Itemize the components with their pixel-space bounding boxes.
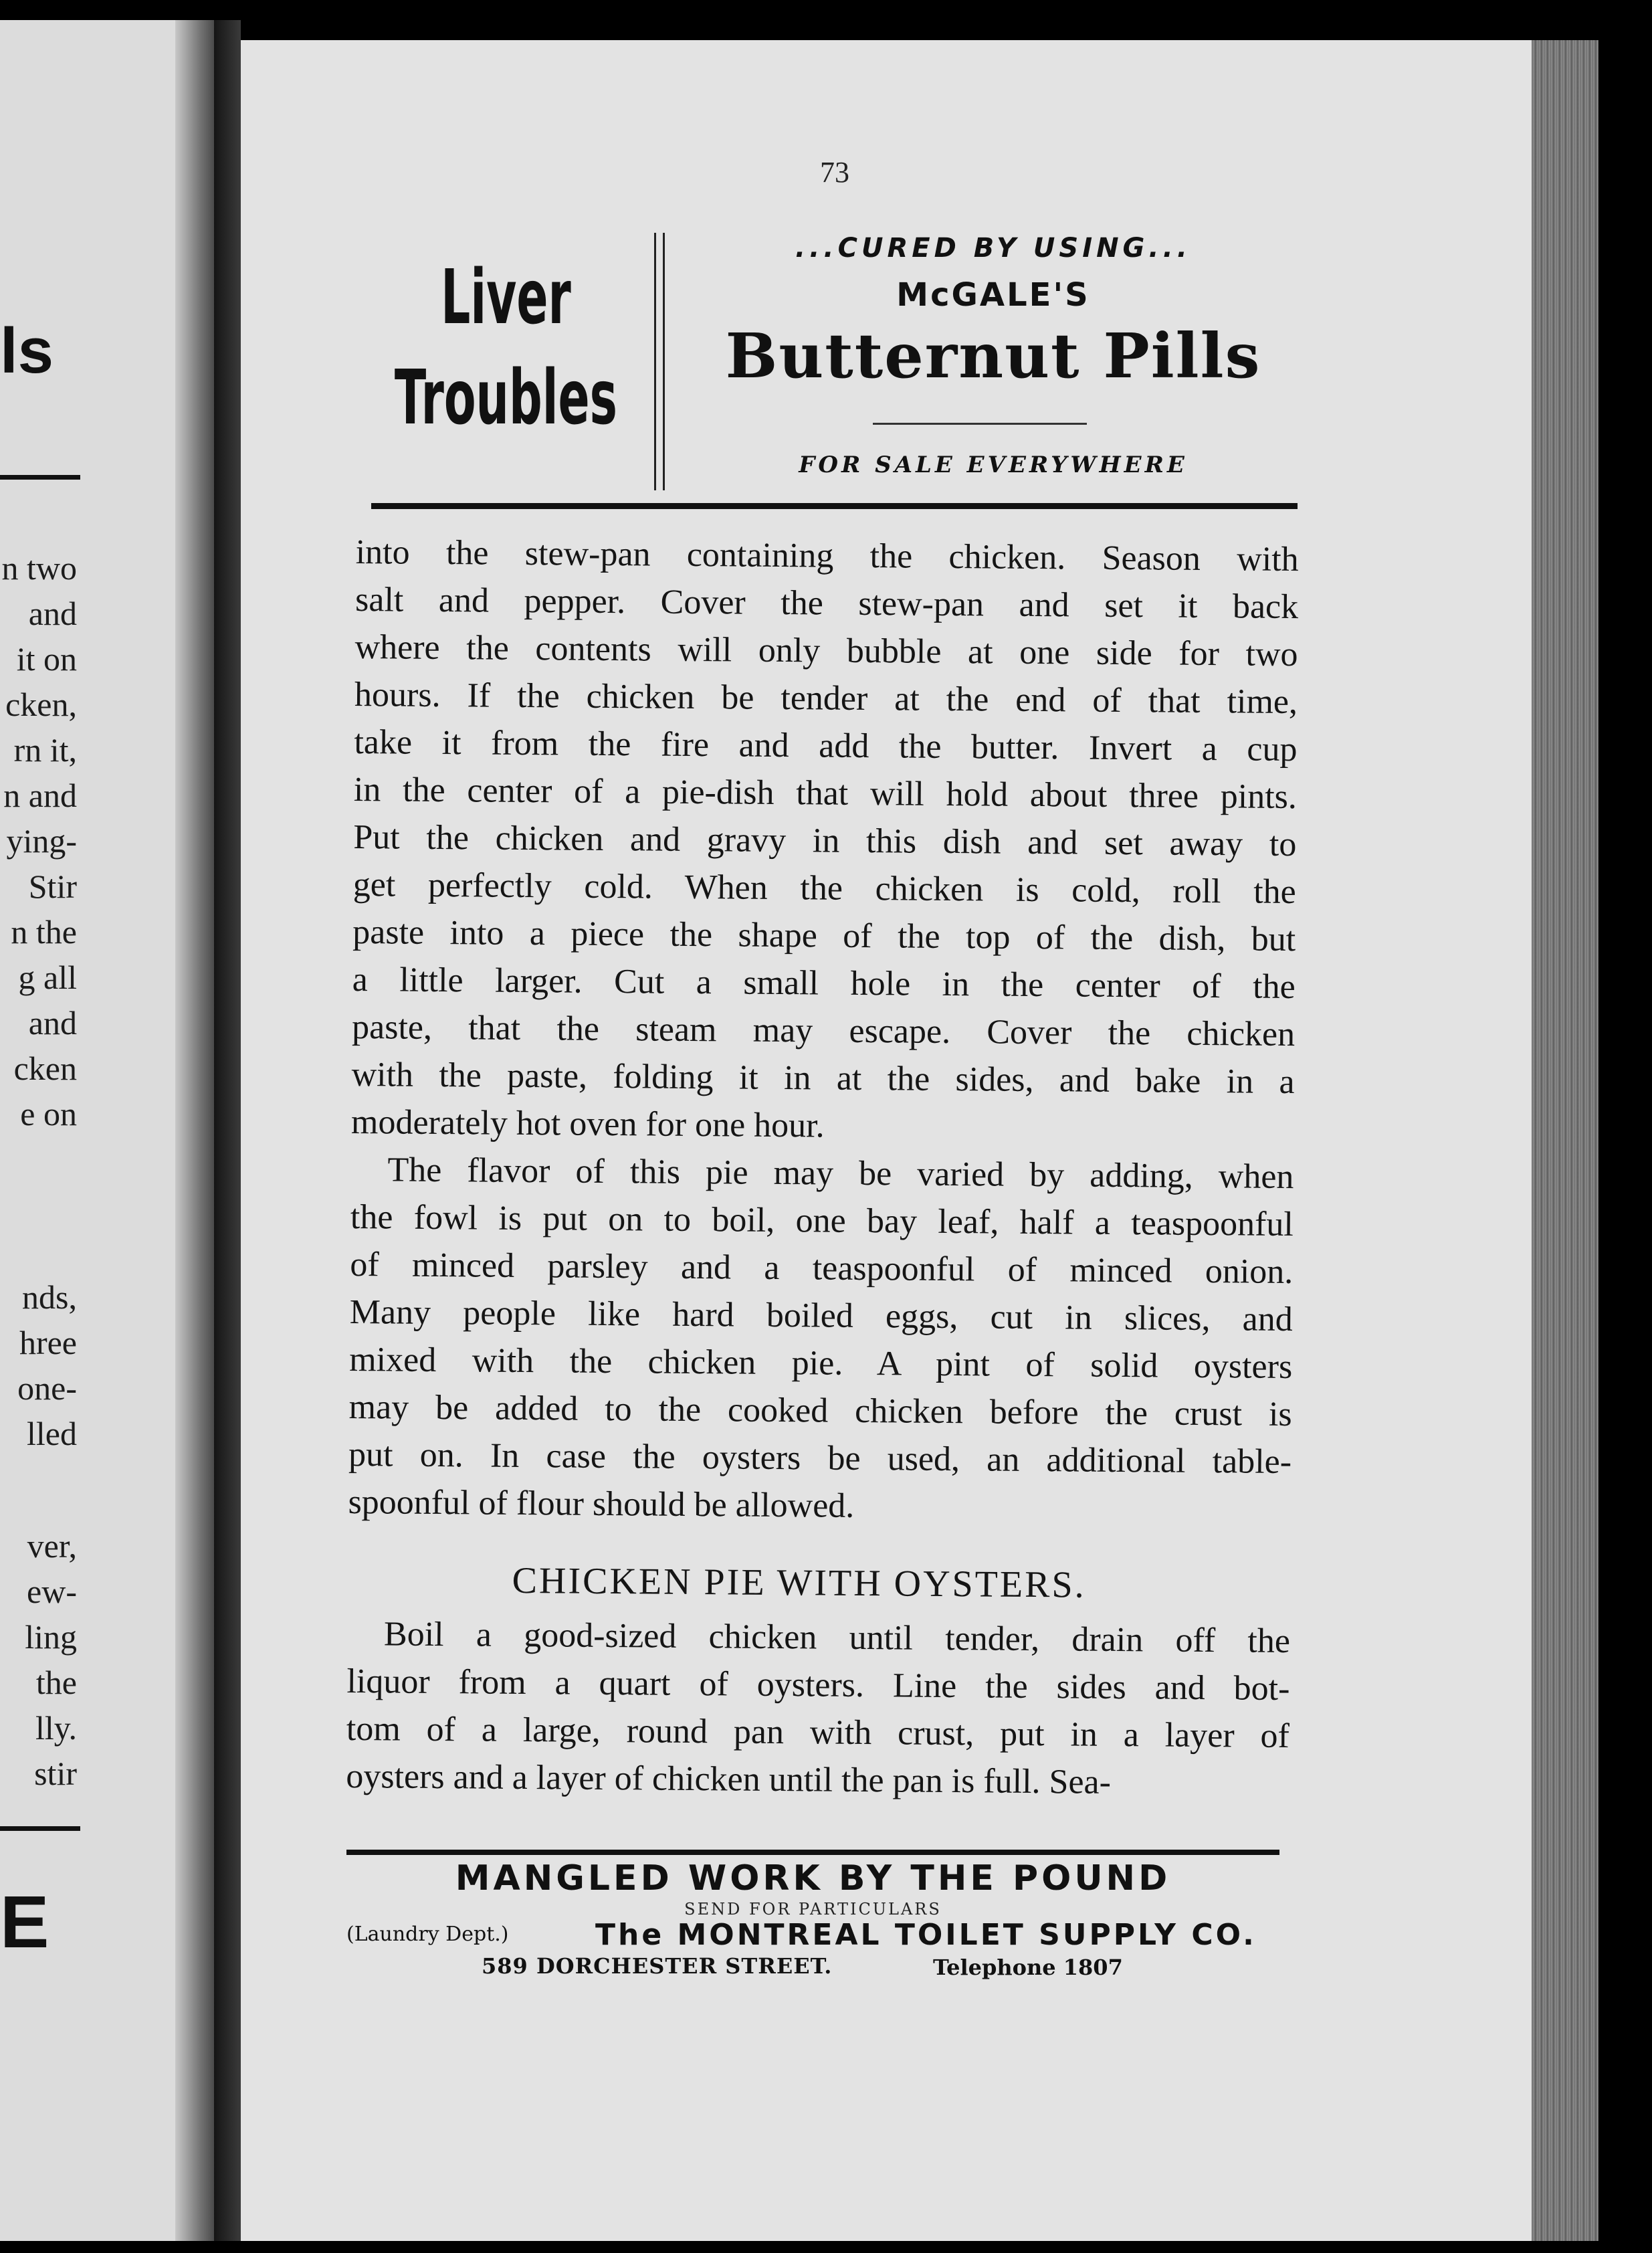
text-line: take it from the fire and add the butter. Invert a cup [354,722,1298,769]
left-page-word: hree [19,1324,77,1361]
recipe-body [346,528,1299,1807]
text-line: Many people like hard boiled eggs, cut in slices, and [349,1292,1293,1339]
left-page-word: e on [20,1095,77,1133]
text-line: of minced parsley and a teaspoonful of minced onion. [350,1245,1294,1292]
left-page-word: stir [34,1755,77,1792]
paragraph-2 [348,1146,1294,1533]
left-page-word: cken, [5,686,77,723]
text-line: oysters and a layer of chicken until the pan is full. Sea- [346,1757,1112,1801]
left-page-word: nds, [22,1278,77,1316]
footer-ad-company: The MONTREAL TOILET SUPPLY CO. [595,1918,1257,1952]
section-heading: CHICKEN PIE WITH OYSTERS. [512,1559,1086,1606]
header-rule [371,503,1298,509]
footer-ad-address: 589 DORCHESTER STREET. [482,1953,833,1979]
text-line: The flavor of this pie may be varied by adding, when [387,1151,1294,1197]
left-page-title-fragment: ls [0,315,54,387]
left-page-word: n two [1,549,77,587]
book-spine [214,20,241,2241]
page-stack-edge [1532,40,1598,2241]
header-ad-rule [873,423,1087,425]
headline-line-2: Troubles [394,355,617,442]
text-line: in the center of a pie-dish that will hold about three pints. [353,770,1298,817]
left-page-word: ver, [27,1527,77,1565]
page-number: 73 [820,156,849,189]
footer-ad-send-for: SEND FOR PARTICULARS [684,1900,942,1919]
left-page-word: one- [17,1369,77,1407]
left-page-word: g all [18,959,77,996]
left-page-word: ew- [27,1573,77,1610]
left-page-word: rn it, [13,731,77,769]
headline-line-1: Liver [441,254,571,341]
text-line: hours. If the chicken be tender at the end of that time, [354,675,1298,722]
footer-ad-department: (Laundry Dept.) [346,1923,509,1946]
text-line: where the contents will only bubble at one side for two [354,627,1298,674]
paragraph-1 [351,528,1299,1153]
text-line: into the stew-pan containing the chicken. Season with [355,532,1299,579]
text-line: with the paste, folding it in at the sides, and bake in a [351,1055,1295,1102]
header-ad-divider [654,233,665,490]
footer-ad-telephone: Telephone 1807 [933,1955,1123,1980]
left-page-fragment [0,20,214,2241]
text-line: spoonful of flour should be allowed. [348,1482,855,1525]
header-ad-cured-by: ...CURED BY USING... [795,233,1191,264]
left-page-word: and [28,595,77,632]
text-line: get perfectly cold. When the chicken is cold, roll the [352,865,1296,912]
left-page-word: lly. [35,1709,77,1747]
text-line: may be added to the cooked chicken before the crust is [348,1387,1292,1434]
text-line: mixed with the chicken pie. A pint of solid oysters [349,1340,1293,1387]
left-page-word: ling [25,1618,77,1656]
text-line: the fowl is put on to boil, one bay leaf, half a teaspoonful [350,1197,1294,1244]
text-line: tom of a large, round pan with crust, put in a layer of [346,1709,1290,1756]
left-page-word: cken [13,1050,77,1087]
header-ad-brand: McGALE'S [896,276,1090,314]
left-page-gutter [175,20,214,2241]
text-line: salt and pepper. Cover the stew-pan and set it back [354,580,1299,627]
footer-rule [346,1850,1279,1855]
text-line: paste, that the steam may escape. Cover the chicken [351,1007,1296,1054]
left-page-word: lled [27,1415,77,1452]
left-page-word: ying- [6,822,77,860]
header-ad-product: Butternut Pills [725,320,1261,392]
left-page-rule [0,475,80,480]
header-ad-headline [373,248,617,448]
left-page-bottom-fragment: E [0,1881,49,1963]
text-line: a little larger. Cut a small hole in the center of the [352,960,1296,1007]
header-ad-tagline: FOR SALE EVERYWHERE [799,452,1188,478]
text-line: paste into a piece the shape of the top of the dish, but [352,912,1296,959]
left-page-word: n the [11,913,77,951]
left-page-word: the [35,1664,77,1701]
left-page-word: it on [16,640,77,678]
text-line: moderately hot oven for one hour. [350,1102,825,1145]
left-page-word: and [28,1004,77,1042]
left-page-word: Stir [28,868,77,905]
left-page-word: n and [3,777,77,814]
text-line: Boil a good-sized chicken until tender, drain off the [383,1615,1291,1661]
text-line: put on. In case the oysters be used, an additional table- [348,1435,1292,1482]
left-page-rule [0,1826,80,1831]
text-line: Put the chicken and gravy in this dish and set away to [353,817,1297,864]
text-line: liquor from a quart of oysters. Line the sides and bot- [346,1662,1290,1708]
footer-ad-headline: MANGLED WORK BY THE POUND [455,1858,1171,1898]
paragraph-3 [346,1610,1290,1807]
